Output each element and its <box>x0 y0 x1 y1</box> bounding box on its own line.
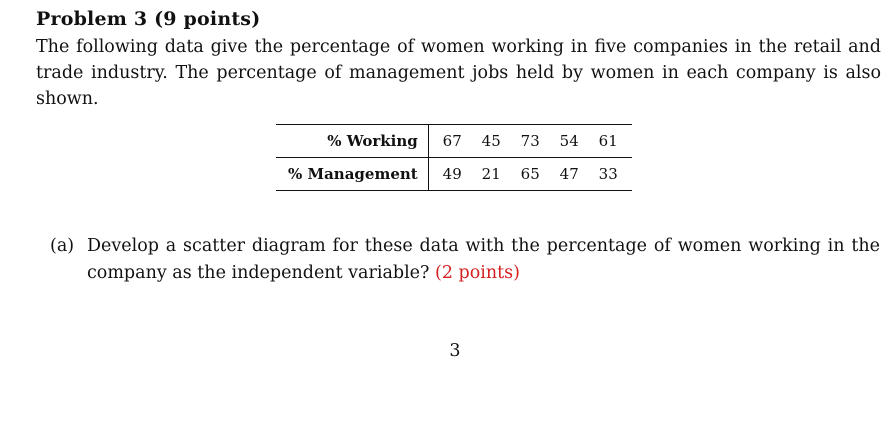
table-cell: 49 <box>442 165 462 183</box>
table-cell: 54 <box>550 125 589 158</box>
table-cell: 33 <box>598 165 618 183</box>
part-a <box>50 233 880 287</box>
table-cell: 21 <box>481 165 501 183</box>
table-cell: 67 <box>428 125 472 158</box>
problem-intro: The following data give the percentage of women working in five companies in the retail and trade industry. The percentage of management jobs held by women in each company is also shown. <box>36 37 881 109</box>
table-row-management <box>276 158 632 191</box>
data-table <box>276 124 632 191</box>
table-cell: 45 <box>472 125 511 158</box>
part-a-body <box>87 233 880 287</box>
row-label-management: % Management <box>276 158 428 191</box>
row-label-working: % Working <box>276 125 428 158</box>
part-a-label: (a) <box>50 236 75 256</box>
part-a-text: Develop a scatter diagram for these data with the percentage of women working in the company as the independent variable? <box>87 236 880 283</box>
part-a-points: (2 points) <box>435 263 520 283</box>
table-cell: 61 <box>589 125 632 158</box>
table-cell: 47 <box>559 165 579 183</box>
table-row-working <box>276 125 632 158</box>
page-number: 3 <box>449 341 461 361</box>
table-cell: 65 <box>520 165 540 183</box>
table-cell: 73 <box>511 125 550 158</box>
problem-heading: Problem 3 (9 points) <box>36 8 261 30</box>
